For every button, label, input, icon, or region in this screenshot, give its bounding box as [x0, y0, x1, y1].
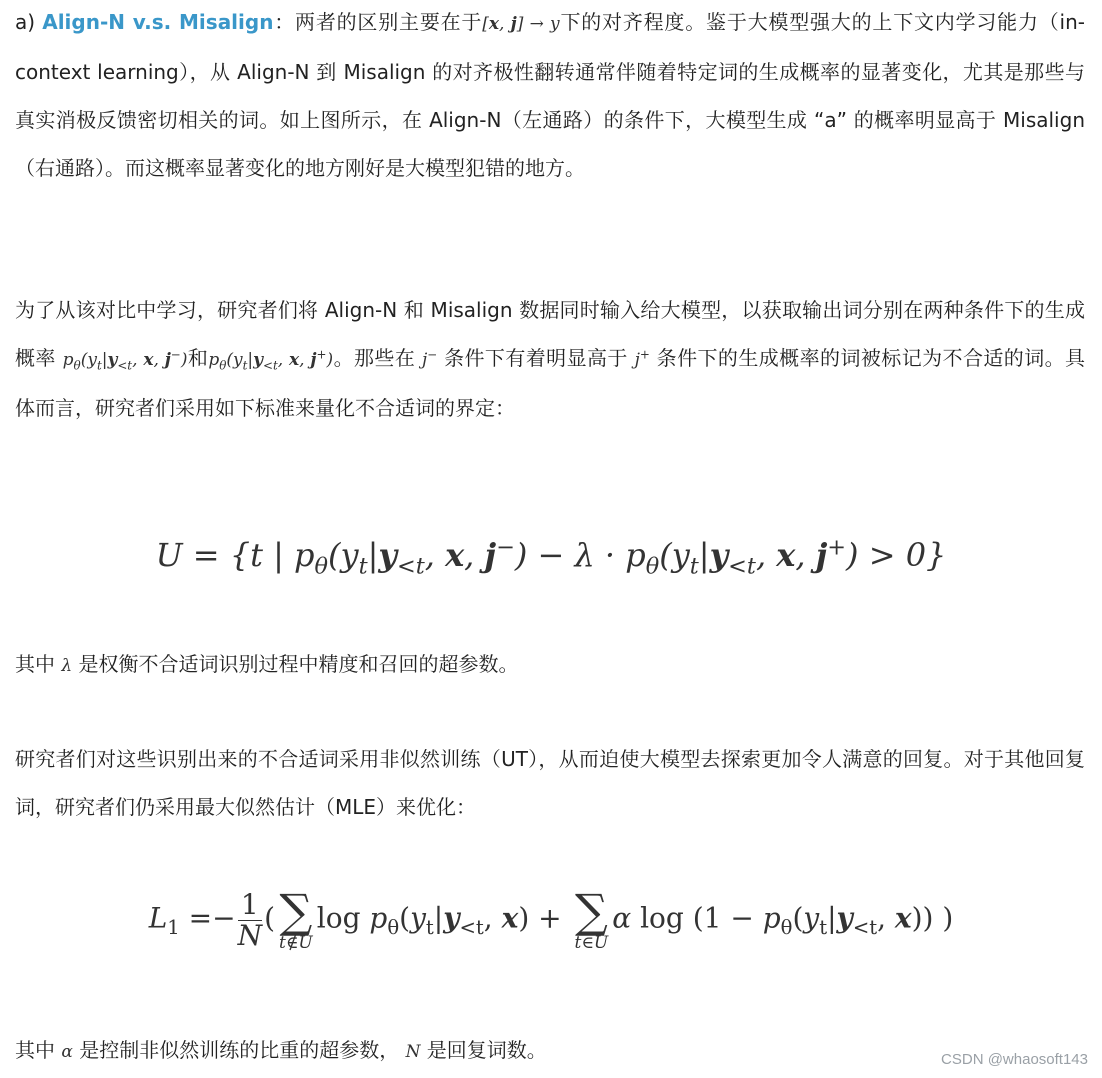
math-n: N	[405, 1042, 421, 1062]
formula-l1-loss: $L_1$ =− $\frac{1}{N}$ ( ∑ t∉U $\log p_\theta(y_t|y_{<t}$, x) + ∑ t∈U α $\log (1 - p_\theta(y_t|y_{<t}$, x)) )	[148, 884, 954, 953]
math-j-pos: j+	[634, 347, 650, 370]
math-lambda: λ	[61, 656, 73, 676]
paragraph-text: 其中	[15, 652, 55, 676]
paragraph-text: 。那些在	[333, 346, 416, 370]
paragraph-text: 研究者们对这些识别出来的不合适词采用非似然训练（UT），从而迫使大模型去探索更加令人满意的回复。对于其他回复词，研究者们仍采用最大似然估计（MLE）来优化：	[15, 747, 1085, 819]
math-p-theta-jneg: $p_\theta(y_t|y_{<t}$, x, j−)	[62, 347, 188, 373]
paragraph-text: 是回复词数。	[426, 1038, 547, 1062]
csdn-watermark: CSDN @whaosoft143	[941, 1051, 1088, 1068]
paragraph-text: 条件下的生成概率的词被标记为不合适的词。具体而言，研究者们采用如下标准来量化不合适词的界定：	[15, 346, 1086, 420]
paragraph-unlikelihood-training	[15, 735, 1085, 831]
paragraph-text: 为了从该对比中学习，研究者们将 Align-N 和 Misalign 数据同时输入给大模型，以获取输出词分别在两种条件下的生成概率	[15, 298, 1085, 370]
paragraph-text: 下的对齐程度。鉴于大模型强大的上下文内学习能力（in-context learning），从 Align-N 到 Misalign 的对齐极性翻转通常伴随着特定词的生成概率的显著变化，尤其是那些与真实消极反馈密切相关的词。如上图所示，在 Align-N（左通路）的条件下，大模型生成 “a” 的概率明显高于 Misalign（右通路）。而这概率显著变化的地方刚好是大模型犯错的地方。	[15, 10, 1086, 180]
paragraph-lambda-note	[15, 640, 1085, 690]
formula-u-definition	[0, 534, 1102, 580]
paragraph-text: 其中	[15, 1038, 55, 1062]
section-heading-link[interactable]: Align-N v.s. Misalign	[42, 10, 274, 34]
formula-u-lhs: U = {t | $p_\theta(y_t|y_{<t}$, x, $j^-) - \lambda \cdot p_\theta(y_t|y_{<t}$, x, j+) > 0}	[155, 534, 947, 580]
sum-not-in-u: ∑ t∉U	[279, 884, 313, 953]
fraction-one-over-n: $\frac{1}{N}$	[237, 887, 263, 952]
paragraph-text: 是权衡不合适词识别过程中精度和召回的超参数。	[78, 652, 519, 676]
math-p-theta-jpos: $p_\theta(y_t|y_{<t}$, x, j+)	[208, 347, 334, 373]
paragraph-contrast-learning	[15, 286, 1085, 432]
math-x-j-to-y: [x, j] → y	[482, 14, 560, 34]
paragraph-text: 条件下有着明显高于	[444, 346, 628, 370]
math-j-neg: j−	[422, 347, 438, 370]
paragraph-text: 是控制非似然训练的比重的超参数，	[79, 1038, 400, 1062]
paragraph-text: 和	[187, 346, 209, 370]
sum-in-u: ∑ t∈U	[574, 884, 609, 953]
paragraph-alpha-note	[15, 1026, 1085, 1076]
paragraph-align-misalign	[15, 0, 1085, 192]
math-alpha: α	[61, 1042, 73, 1062]
heading-colon: ：两者的区别主要在于	[273, 10, 483, 34]
list-marker: a)	[15, 10, 43, 34]
